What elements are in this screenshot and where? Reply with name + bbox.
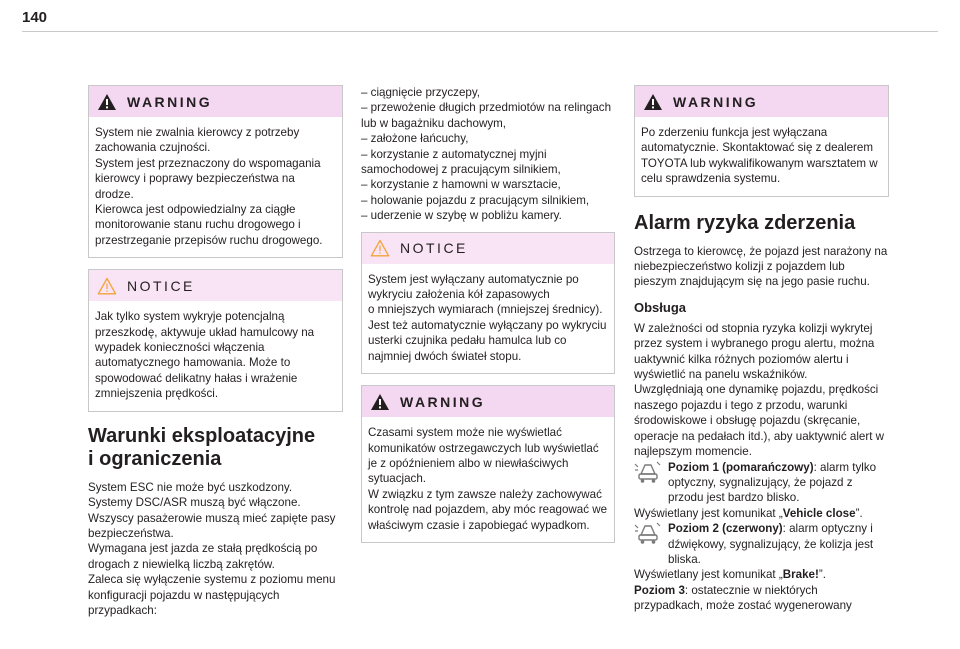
notice-box-header bbox=[89, 270, 342, 301]
warning-body: Czasami system może nie wyświetlać komunikatów ostrzegawczych lub wyświetlać je z opóźnieniem albo w niewłaściwych sytuacjach. W związku z tym zawsze należy zachowywać kontrolę nad pojazdem, aby móc reagować we właściwym czasie i zapobiegać wypadkom. bbox=[368, 426, 608, 532]
level-2-message-suffix: ”. bbox=[818, 568, 826, 582]
level-2-label: Poziom 2 (czerwony) bbox=[668, 522, 783, 536]
page-number: 140 bbox=[22, 9, 48, 26]
warning-body: System nie zwalnia kierowcy z potrzeby zachowania czujności. System jest przeznaczony do wspomagania kierowcy i poprawy bezpieczeństwa na drodze. Kierowca jest odpowiedzialny za ciągłe monitorowanie stanu ruchu drogowego i przestrzeganie przepisów ruchu drogowego. bbox=[95, 126, 323, 247]
notice-box-header bbox=[362, 233, 614, 264]
collision-alert-icon bbox=[634, 460, 662, 486]
level-1-message-suffix: ”. bbox=[855, 506, 863, 520]
warning-title: WARNING bbox=[127, 93, 213, 110]
level-1-label: Poziom 1 (pomarańczowy) bbox=[668, 460, 814, 474]
warning-box-header bbox=[362, 386, 614, 417]
warning-body: Po zderzeniu funkcja jest wyłączana automatycznie. Skontaktować się z dealerem TOYOTA lub wykwalifikowanym warsztatem w celu sprawdzenia systemu. bbox=[641, 126, 878, 186]
collision-alert-intro: Ostrzega to kierowcę, że pojazd jest narażony na niebezpieczeństwo kolizji z pojazdem lub pieszym znajdującym się na jego pasie ruchu. bbox=[634, 244, 888, 289]
warning-title: WARNING bbox=[673, 93, 759, 110]
notice-title: NOTICE bbox=[400, 240, 468, 257]
level-3-description: : ostatecznie w niektórych przypadkach, może zostać wygenerowany bbox=[634, 583, 852, 613]
notice-box-1 bbox=[88, 269, 343, 411]
conditions-text: System ESC nie może być uszkodzony. Systemy DSC/ASR muszą być włączone. Wszyscy pasażerowie muszą mieć zapięte pasy bezpieczeństwa. Wymagana jest jazda ze stałą prędkością po drogach z niewielką liczbą zakrętów. Zaleca się wyłączenie systemu z poziomu menu konfiguracji pojazdu w następujących przypadkach: bbox=[88, 480, 336, 617]
warning-box-1 bbox=[88, 85, 343, 258]
warning-triangle-icon bbox=[643, 93, 663, 111]
notice-box-2 bbox=[361, 232, 615, 374]
alert-level-3 bbox=[634, 583, 889, 614]
level-2-description: : alarm optyczny i dźwiękowy, sygnalizujący, że kolizja jest bliska. bbox=[668, 522, 874, 566]
column-1 bbox=[88, 85, 343, 618]
notice-body: Jak tylko system wykryje potencjalną przeszkodę, aktywuje układ hamulcowy na wypadek konieczności włączenia automatycznego hamowania. Może to spowodować delikatny hałas i wrażenie zmniejszenia prędkości. bbox=[95, 310, 315, 401]
level-1-description: : alarm tylko optyczny, sygnalizujący, że pojazd z przodu jest bardzo blisko. bbox=[668, 460, 877, 505]
level-1-message-prefix: Wyświetlany jest komunikat „ bbox=[634, 506, 783, 520]
collision-alert-icon bbox=[634, 521, 662, 547]
level-1-message: Vehicle close bbox=[782, 506, 856, 520]
level-2-message: Brake! bbox=[782, 568, 819, 582]
level-2-message-prefix: Wyświetlany jest komunikat „ bbox=[634, 568, 783, 582]
top-divider bbox=[22, 31, 938, 32]
notice-triangle-icon bbox=[370, 239, 390, 257]
alert-level-1 bbox=[634, 460, 889, 522]
section-heading-conditions: Warunki eksploatacyjne i ograniczenia bbox=[88, 424, 316, 470]
notice-title: NOTICE bbox=[127, 277, 195, 294]
level-3-label: Poziom 3 bbox=[634, 583, 685, 597]
section-heading-collision-alert: Alarm ryzyka zderzenia bbox=[634, 211, 856, 234]
column-3 bbox=[634, 85, 889, 614]
warning-box-2 bbox=[361, 385, 615, 543]
deactivation-cases-list: – ciągnięcie przyczepy, – przewożenie długich przedmiotów na relingach lub w bagażniku dachowym, – założone łańcuchy, – korzystanie z automatycznej myjni samochodowej z pracującym silnikiem, – korzystanie z hamowni w warsztacie, – holowanie pojazdu z pracującym silnikiem, – uderzenie w szybę w pobliżu kamery. bbox=[361, 86, 612, 223]
warning-box-header bbox=[89, 86, 342, 117]
warning-triangle-icon bbox=[97, 93, 117, 111]
warning-triangle-icon bbox=[370, 393, 390, 411]
warning-box-header bbox=[635, 86, 888, 117]
subheading-operation: Obsługa bbox=[634, 299, 687, 315]
notice-body: System jest wyłączany automatycznie po wykryciu założenia kół zapasowych o mniejszych wymiarach (mniejszej średnicy). Jest też automatycznie wyłączany po wykryciu usterki czujnika pedału hamulca lub co najmniej dwóch świateł stopu. bbox=[368, 272, 607, 363]
column-2 bbox=[361, 85, 615, 554]
alert-level-2 bbox=[634, 521, 889, 583]
operation-text: W zależności od stopnia ryzyka kolizji wykrytej przez system i wybranego progu alertu, można uaktywnić kilka różnych poziomów alertu i wyświetlić na panelu wskaźników. Uwzględniają one dynamikę pojazdu, prędkości naszego pojazdu i tego z przodu, warunki środowiskowe i obsługę pojazdu (skręcanie, operacje na pedałach itd.), aby uaktywnić alert w najlepszym momencie. bbox=[634, 321, 885, 459]
warning-box-3 bbox=[634, 85, 889, 197]
warning-title: WARNING bbox=[400, 393, 486, 410]
notice-triangle-icon bbox=[97, 277, 117, 295]
